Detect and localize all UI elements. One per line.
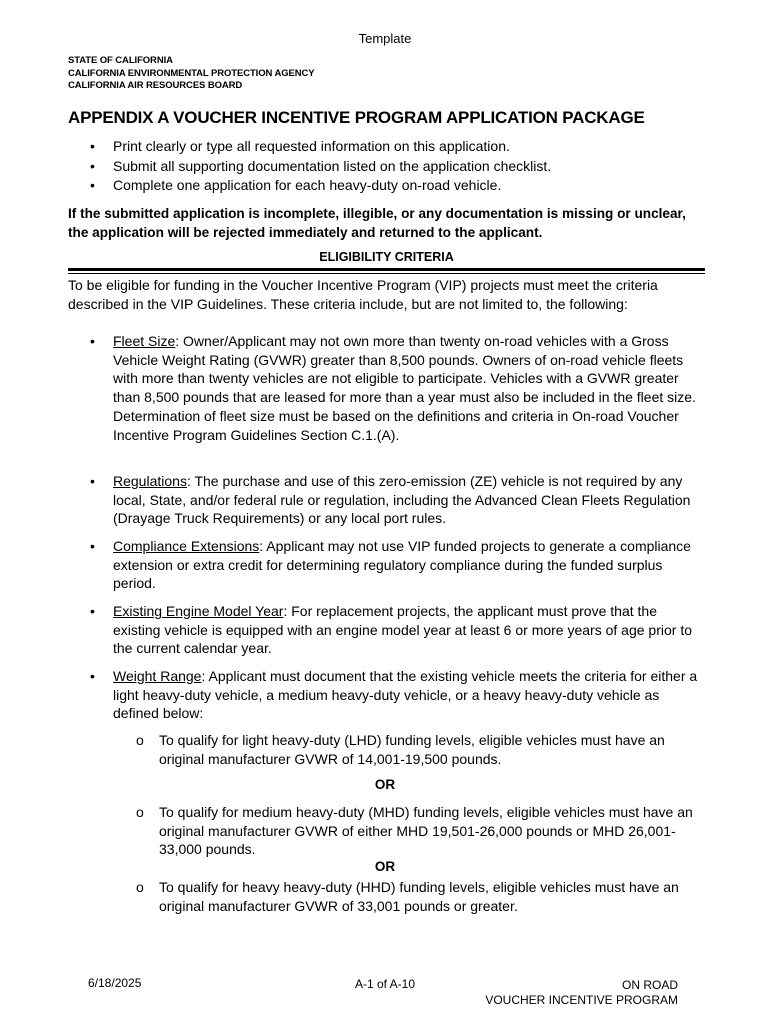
bullet-icon: • [90, 333, 95, 349]
bullet-icon: • [90, 138, 95, 154]
instruction-item [68, 176, 708, 196]
section-heading: ELIGIBILITY CRITERIA [319, 250, 454, 264]
criterion-term: Existing Engine Model Year [113, 603, 284, 619]
section-divider-thick [68, 268, 705, 271]
criterion-regulations [68, 472, 708, 528]
footer-program-line1: ON ROAD [621, 978, 678, 992]
weight-class-mhd [113, 803, 708, 859]
criterion-weight-range [68, 667, 708, 723]
section-divider-thin [68, 273, 705, 274]
weight-class-text: To qualify for medium heavy-duty (MHD) funding levels, eligible vehicles must have an original manufacturer GVWR of either MHD 19,501-26,000 pounds or MHD 26,001-33,000 pounds. [159, 804, 693, 858]
criterion-compliance-extensions [68, 537, 708, 593]
eligibility-intro: To be eligible for funding in the Voucher Incentive Program (VIP) projects must meet the criteria described in the VIP Guidelines. These criteria include, but are not limited to, the following: [68, 277, 658, 312]
sub-bullet-icon: o [136, 804, 144, 820]
instruction-item [68, 157, 708, 177]
criterion-term: Weight Range [113, 668, 202, 684]
instruction-text: Complete one application for each heavy-duty on-road vehicle. [113, 177, 502, 193]
agency-line-calepa: CALIFORNIA ENVIRONMENTAL PROTECTION AGENCY [68, 67, 315, 79]
criterion-text: : Owner/Applicant may not own more than twenty on-road vehicles with a Gross Vehicle Weight Rating (GVWR) greater than 8,500 pounds. Owners of on-road vehicle fleets with more than twenty vehicles are not eligible to participate. Vehicles with a GVWR greater than 8,500 pounds that are leased for more than a year must also be included in the fleet size. Determination of fleet size must be based on the definitions and criteria in On-road Voucher Incentive Program Guidelines Section C.1.(A). [113, 333, 696, 443]
or-separator: OR [374, 859, 396, 874]
instruction-text: Print clearly or type all requested information on this application. [113, 138, 510, 154]
criterion-term: Regulations [113, 473, 187, 489]
footer-page-number: A-1 of A-10 [354, 977, 416, 991]
criterion-fleet-size [68, 332, 708, 444]
footer-date: 6/18/2025 [88, 976, 142, 990]
bullet-icon: • [90, 603, 95, 619]
instruction-list [68, 137, 708, 196]
criterion-text: : For replacement projects, the applicant must prove that the existing vehicle is equipped with an engine model year at least 6 or more years of age prior to the current calendar year. [113, 603, 692, 657]
footer-program-line2: VOUCHER INCENTIVE PROGRAM [485, 993, 678, 1007]
sub-bullet-icon: o [136, 732, 144, 748]
instruction-item [68, 137, 708, 157]
criterion-engine-model-year [68, 602, 708, 658]
criterion-text: : Applicant must document that the existing vehicle meets the criteria for either a light heavy-duty vehicle, a medium heavy-duty vehicle, or a heavy heavy-duty vehicle as defined below: [113, 668, 698, 722]
weight-class-hhd [113, 878, 708, 915]
weight-class-lhd [113, 731, 708, 768]
template-label: Template [358, 31, 412, 46]
page-title: APPENDIX A VOUCHER INCENTIVE PROGRAM APPLICATION PACKAGE [68, 108, 645, 127]
bullet-icon: • [90, 473, 95, 489]
instruction-text: Submit all supporting documentation listed on the application checklist. [113, 157, 552, 174]
weight-class-text: To qualify for light heavy-duty (LHD) funding levels, eligible vehicles must have an original manufacturer GVWR of 14,001-19,500 pounds. [159, 732, 665, 767]
agency-line-state: STATE OF CALIFORNIA [68, 55, 173, 66]
bullet-icon: • [90, 177, 95, 193]
agency-line-carb: CALIFORNIA AIR RESOURCES BOARD [68, 80, 243, 91]
criterion-text: : Applicant may not use VIP funded projects to generate a compliance extension or extra credit for determining regulatory compliance during the funded surplus period. [113, 538, 691, 592]
weight-class-text: To qualify for heavy heavy-duty (HHD) funding levels, eligible vehicles must have an original manufacturer GVWR of 33,001 pounds or greater. [159, 879, 679, 914]
sub-bullet-icon: o [136, 879, 144, 895]
criterion-text: : The purchase and use of this zero-emission (ZE) vehicle is not required by any local, State, and/or federal rule or regulation, including the Advanced Clean Fleets Regulation (Drayage Truck Requirements) or any local port rules. [113, 473, 691, 527]
bullet-icon: • [90, 538, 95, 554]
criterion-term: Compliance Extensions [113, 538, 260, 554]
rejection-warning: If the submitted application is incomplete, illegible, or any documentation is missing or unclear, the application will be rejected immediately and returned to the applicant. [68, 206, 686, 240]
or-separator: OR [374, 777, 396, 792]
criterion-term: Fleet Size [113, 333, 176, 349]
bullet-icon: • [90, 157, 95, 174]
bullet-icon: • [90, 668, 95, 684]
